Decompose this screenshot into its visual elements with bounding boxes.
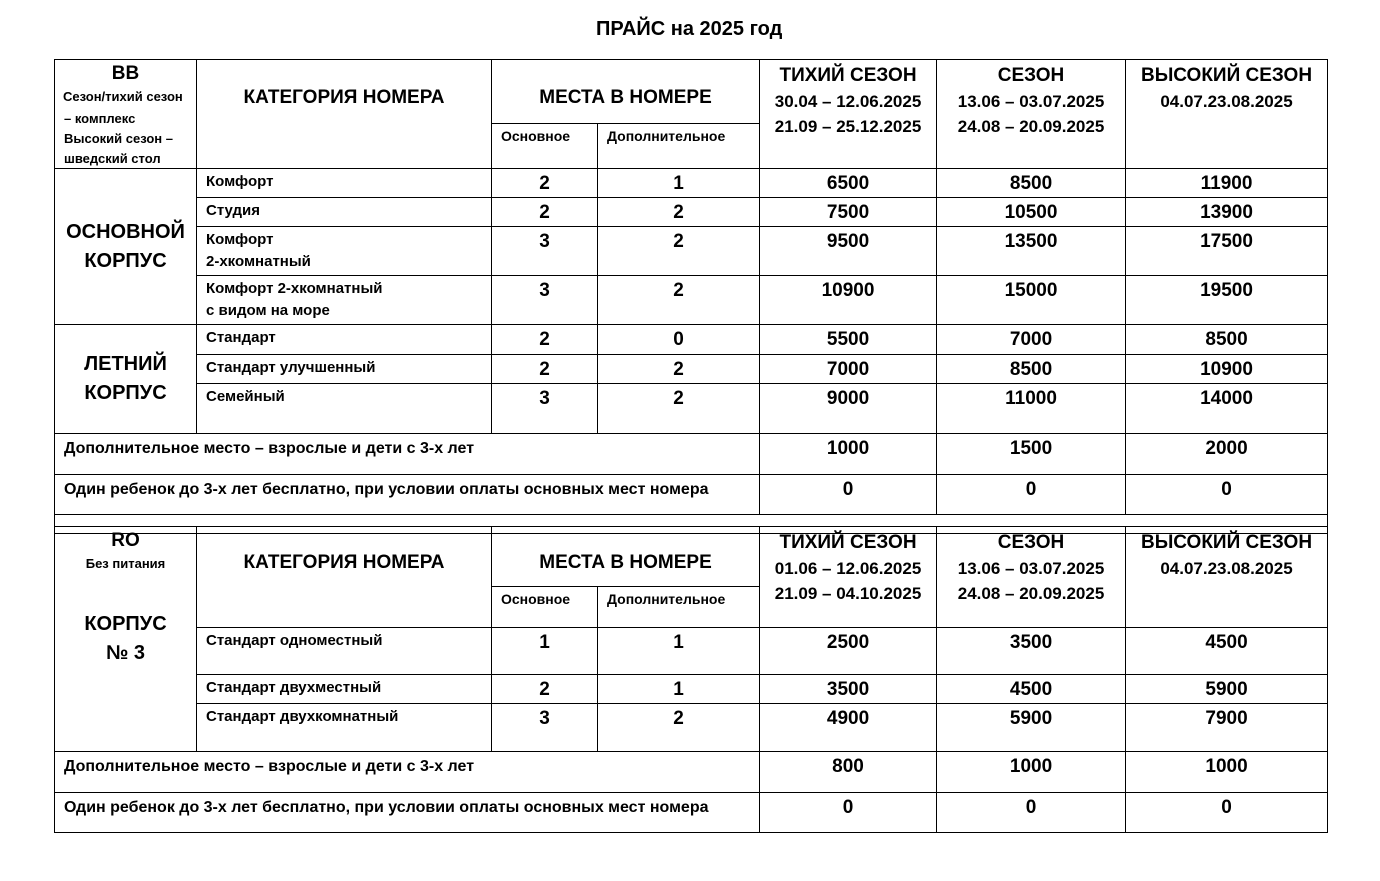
price-table-bb: ВВ Сезон/тихий сезон КАТЕГОРИЯ НОМЕРА МЕСТА В НОМЕРЕ ТИХИЙ СЕЗОН 30.04 – 12.06.2025 21.09 – 25.12.2025 СЕЗОН 13.06 – 03.07.2025 24.08 – 20.09.2025 ВЫСОКИЙ СЕЗОН 04.07.23.08.2025 Основное Дополнительное ОСНОВНОЙ КОРПУС Комфорт 2 1 6500 8500 11900 Студия 2 2 7500 10500 13900 Комфорт 2-хкомнатный 3 2 9500 13500 17500 Комфорт 2-хкомнатный с видом на море 3 2 10900 15000 19500 ЛЕТНИЙ КОРПУС Стандарт 2 0 5500 7000 8500 Стандарт улучшенный 2 2 7000 8500 10900 Семейный 3 2 9000 11000 14000 Дополнительное место – взрослые и дети с 3-х лет 1000 1500 2000 Один ребенок до 3-х лет бесплатно, при условии оплаты основных мест номера 0 0 0 <box>54 59 1328 534</box>
main-place-header: Основное <box>492 587 598 628</box>
extra-place-header: Дополнительное <box>598 124 760 169</box>
quiet-season-header: ТИХИЙ СЕЗОН 30.04 – 12.06.2025 21.09 – 25.12.2025 <box>760 60 937 169</box>
table-row: Студия <box>197 198 492 227</box>
season-header: СЕЗОН 13.06 – 03.07.2025 24.08 – 20.09.2025 <box>937 60 1126 169</box>
table-row: Семейный <box>197 384 492 434</box>
corpus-main: ОСНОВНОЙ КОРПУС <box>55 169 197 325</box>
extra-bed-row: Дополнительное место – взрослые и дети с 3-х лет <box>55 434 760 475</box>
table-row: Стандарт двухкомнатный <box>197 704 492 752</box>
high-season-header: ВЫСОКИЙ СЕЗОН 04.07.23.08.2025 <box>1126 60 1328 169</box>
table-row: Стандарт <box>197 325 492 355</box>
table-row: Комфорт <box>197 169 492 198</box>
high-season-header: ВЫСОКИЙ СЕЗОН 04.07.23.08.2025 <box>1126 527 1328 628</box>
table-row: Стандарт двухместный <box>197 675 492 704</box>
meal-plan-bb: ВВ Сезон/тихий сезон <box>55 60 197 169</box>
table-row: Комфорт 2-хкомнатный с видом на море <box>197 276 492 325</box>
corpus-3: КОРПУС № 3 <box>84 613 167 664</box>
main-place-header: Основное <box>492 124 598 169</box>
table-row: Стандарт одноместный <box>197 628 492 675</box>
table-row: Комфорт 2-хкомнатный <box>197 227 492 276</box>
meal-plan-ro: RO Без питания КОРПУС № 3 <box>55 527 197 752</box>
child-free-row: Один ребенок до 3-х лет бесплатно, при условии оплаты основных мест номера <box>55 475 760 515</box>
category-header: КАТЕГОРИЯ НОМЕРА <box>197 60 492 169</box>
corpus-summer: ЛЕТНИЙ КОРПУС <box>55 325 197 434</box>
places-header: МЕСТА В НОМЕРЕ <box>492 527 760 587</box>
extra-bed-row: Дополнительное место – взрослые и дети с 3-х лет <box>55 752 760 793</box>
table-row: Стандарт улучшенный <box>197 355 492 384</box>
season-header: СЕЗОН 13.06 – 03.07.2025 24.08 – 20.09.2025 <box>937 527 1126 628</box>
extra-place-header: Дополнительное <box>598 587 760 628</box>
child-free-row: Один ребенок до 3-х лет бесплатно, при условии оплаты основных мест номера <box>55 793 760 833</box>
places-header: МЕСТА В НОМЕРЕ <box>492 60 760 124</box>
price-table-ro: RO Без питания КОРПУС № 3 КАТЕГОРИЯ НОМЕРА МЕСТА В НОМЕРЕ ТИХИЙ СЕЗОН 01.06 – 12.06.2025 21.09 – 04.10.2025 СЕЗОН 13.06 – 03.07.2025 24.08 – 20.09.2025 ВЫСОКИЙ СЕЗОН 04.07.23.08.2025 Основное Дополнительное Стандарт одноместный 1 1 2500 3500 4500 Стандарт двухместный 2 1 3500 4500 5900 Стандарт двухкомнатный 3 2 4900 5900 7900 Дополнительное место – взрослые и дети с 3-х лет 800 1000 1000 Один ребенок до 3-х лет бесплатно, при условии оплаты основных мест номера 0 0 0 <box>54 526 1328 833</box>
quiet-season-header: ТИХИЙ СЕЗОН 01.06 – 12.06.2025 21.09 – 04.10.2025 <box>760 527 937 628</box>
bb-desc-extra: – комплекс Высокий сезон – шведский стол <box>64 111 173 166</box>
category-header: КАТЕГОРИЯ НОМЕРА <box>197 527 492 628</box>
